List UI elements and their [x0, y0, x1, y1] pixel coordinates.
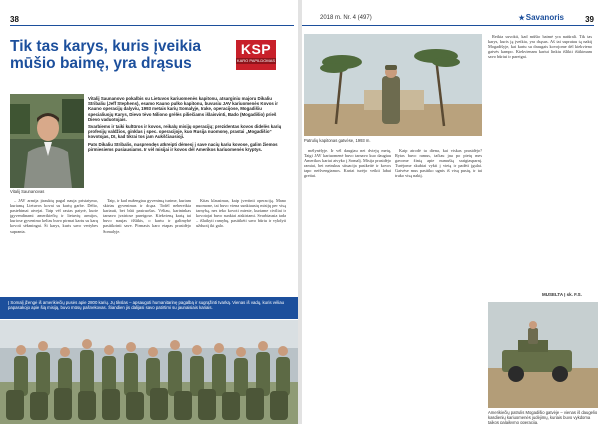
group-photo	[0, 320, 298, 424]
top-photo-caption: Patrulių kapitonas gatvėse, 1993 m.	[304, 138, 371, 143]
star-icon: ★	[518, 15, 525, 22]
left-body-column-3: Kitas klausimas, kaip įvertinti operaciją. Mano nuomone, tai buvo viena sunkiausių misijų per visą tarnybą, nes teko kovoti mieste, kuriame civiliai ir kovotojai buvo sunkiai atskiriami. Svarbiausia tada – išlaikyti ramybę, pasitikėti savo būriu ir vykdyti užduotį iki galo.	[196, 198, 286, 229]
top-photo	[304, 34, 482, 136]
issue-line: 2018 m. Nr. 4 (497)	[320, 15, 372, 21]
soldier-image	[304, 34, 482, 136]
article-headline: Tik tas karys, kuris įveikia mūšio baimę, yra drąsus	[10, 38, 202, 72]
magazine-brand: ★Savanoris	[518, 13, 564, 22]
ksp-logo: KSP KARO PAPILDOMAS	[236, 40, 276, 70]
lead-paragraph-3: Pats Dikaliu Stribalis, nusprendęs atkreipti dėmesį į save nacių kariu kovose, galim žiemos pirmiesiems pusiausiams. Ir vėl misijai ir kovos dėl Amerikos kariuomenės kryptys.	[88, 141, 278, 152]
vehicle-image	[488, 302, 598, 408]
left-page-number: 38	[10, 15, 19, 24]
right-body-column-2: Kaip atrodė ta diena, kai viskas prasidėjo? Rytas buvo ramus, tačiau jau po pietų mes gavome žinią apie numuštą sraigtasparnį. Turėjome skubiai vykti į vietą ir padėti įgulai. Gatvėse mus pasitiko ugnis iš visų pusių, ir tai truko visą naktį.	[395, 148, 482, 179]
top-rule	[10, 25, 294, 26]
right-body-column-1: mėlynėlyje. Ir vėl daugiau nei dviejų metų, Taigi JAV kariuomenė buvo tarnavo kuo daugiau Amerikos kariai atvyko į Somalį. Misija prasidėjo ramiai, bet netrukus situacija pasikeitė ir kovos tapo neišvengiamos. Kariai turėjo veikti labai greitai.	[304, 148, 391, 179]
highlight-box: Į Somalį įžengė iš amerikiečių pusės apie 2800 karių. Jų tikslas – apsaugoti humanitarinę pagalbą ir sugrąžinti tvarką. Vienas iš vadų, kuris vėliau papasakojo apie šią misiją, buvo mūsų pašnekovas. Šiandien jis dalijasi savo patirtimi su jaunaisiais kariais.	[0, 297, 298, 319]
article-lead	[88, 96, 284, 154]
right-page	[302, 0, 600, 424]
lead-paragraph-2: Svarbiems ir taiki kultūros ir kovos, reikalų misijų operacijų; prezidentas kovos didelės karių profesijų valdžios, ginklas į spec. operacijoje, kuo Rusija nuomonę, prastai „Mogadišio“ kovotojas, DI, kad tikrai tos jam Aukščiausioji.	[88, 124, 282, 140]
portrait-image	[10, 94, 84, 188]
portrait-caption: Vitalij Saunanovas	[10, 189, 45, 194]
top-rule-right	[302, 25, 594, 26]
left-page	[0, 0, 298, 424]
byline: MUSELTA Į sk. F.S.	[542, 292, 582, 297]
portrait-photo	[10, 94, 84, 188]
vehicle-photo-caption: Amerikiečių patrulis Mogadišio gatvėje – vienas iš daugelio kasdienių kariuomenės judėjimų, kuriais buvo vykdoma taikos palaikymo operacija.	[488, 410, 598, 424]
left-body-column-2: Taip, ir kad nužengiau gyvenimą turime, kuriam skirtas gyvenimas ir drąsa. Todėl nebereikia kariauti, bet būti pasiruošus. Vėliau, karininkas tarnavo įvairiose pareigose. Kiekvieną kartą tai buvo naujas iššūkis, o kartu ir galimybė pasitikrinti save. Pirmasis karo etapas prasidėjo Somalyje.	[103, 198, 191, 234]
vehicle-photo	[488, 302, 598, 408]
right-page-number: 39	[585, 15, 594, 24]
left-body-column-1: – JAV armija įtrauktų pagal nauja pristatymo, kuriamą Lietuvos kovai su karių garbe. Dėlto, pastebimai atvejai. Taip vėl rastas patyrė, kurie įgyvendinami amerikiečių ir lietuvių armijos, kuriose gyvenimo kelias buvo pirmai kartu su karų kovoti sėkmingai. Ši karys, kuris savo vertybes supranta.	[10, 198, 98, 234]
lead-paragraph-1: Vitalij Saunanovo pokalbis su Lietuvos kariuomenės kapitonu, atsarginiu majoru Dikaliu Stribaliu (Jeff Stephens), esamo Kauno pulko kapitonu, buvusiu JAV kariuomenės Kovos ir Kauno operacijų dalyviu, 1993 metais karių Somalyje, Irake, operacijose, Mogadišiu specialiuojų Karys, Dievo tėvo Niliono grėlės piliečiams išlaisvinti, Bado (Mogadišio) prieš Dievo vaduotojais.	[88, 96, 278, 122]
group-image	[0, 320, 298, 424]
right-body-column-3: Reikia suvokti, kad mūšio baimė yra natūrali. Tik tas karys, kuris ją įveikia, yra drąsus. Aš tai supratau tą naktį Mogadišyje, kai kartu su draugais kovojome dėl kiekvieno gatvės kampo. Kiekvienam kariui linkiu išlikti ištikimam savo būriui ir pareigai.	[488, 34, 592, 60]
